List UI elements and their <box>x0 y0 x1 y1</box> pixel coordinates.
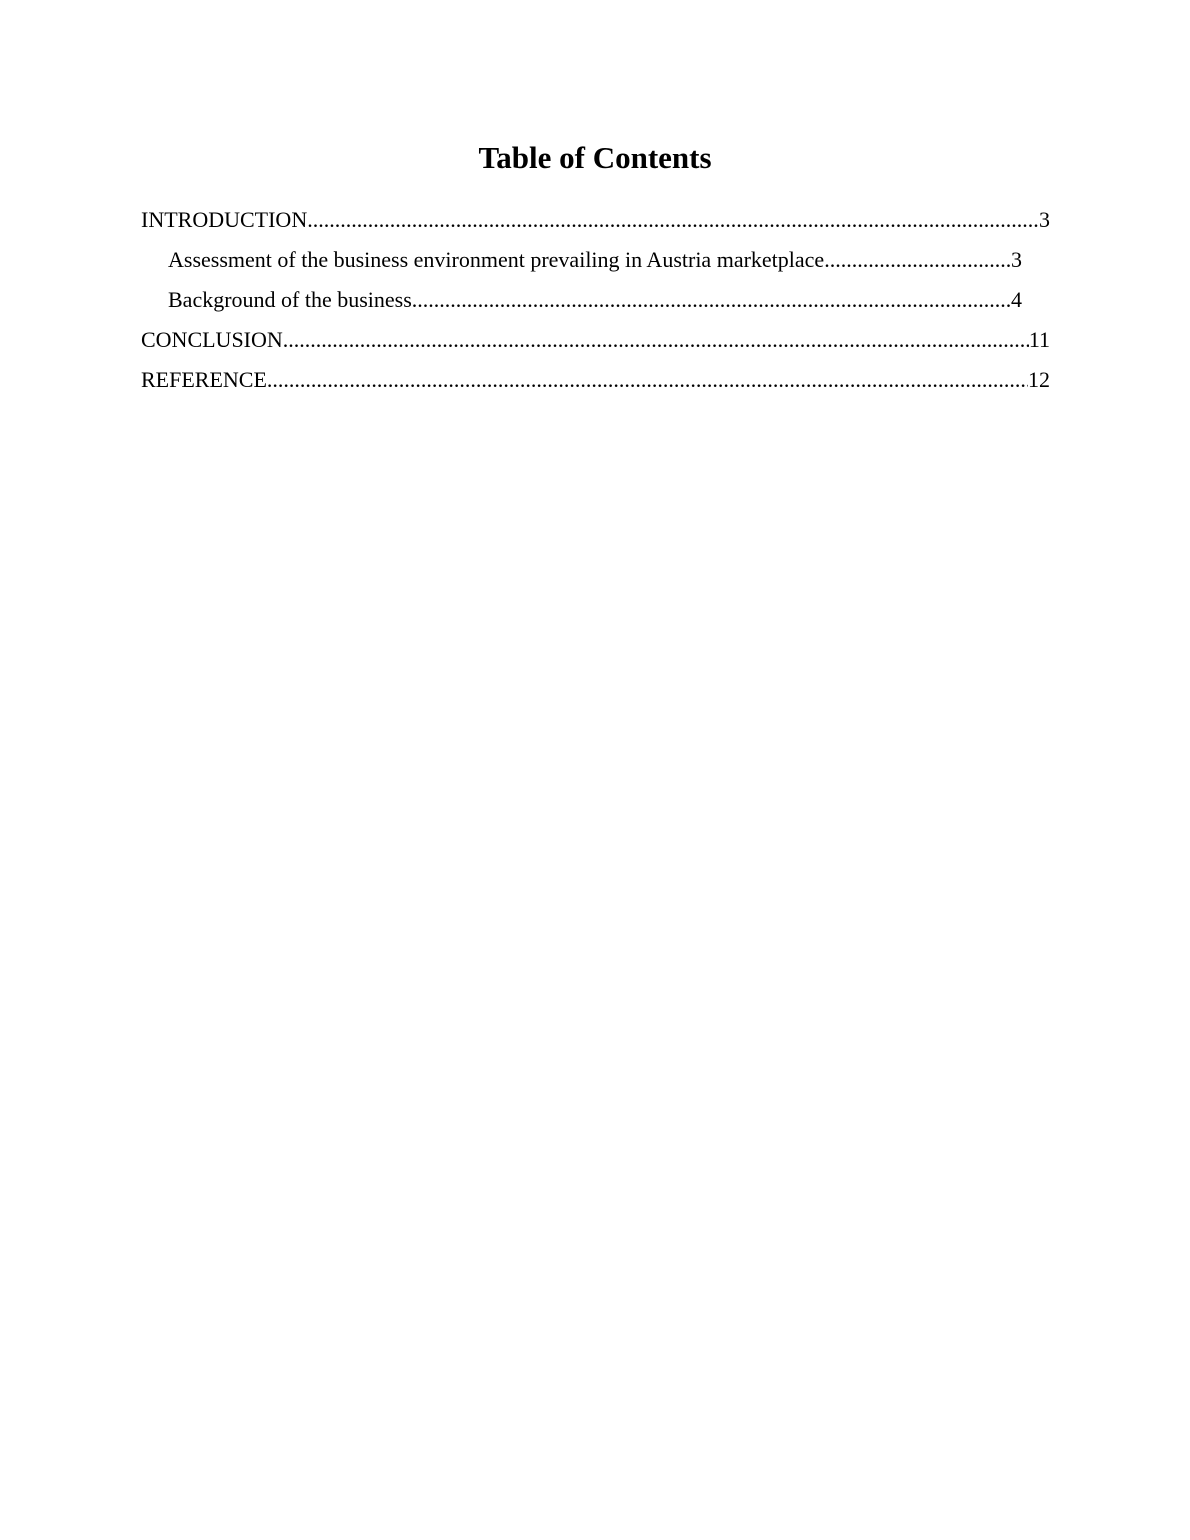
toc-entry-conclusion[interactable] <box>141 323 1050 363</box>
dot-leader <box>824 243 1011 277</box>
toc-entry-assessment[interactable] <box>141 243 1050 283</box>
toc-entry-label: REFERENCE <box>141 367 267 392</box>
toc-entry-page-number: 12 <box>1028 367 1050 392</box>
toc-title: Table of Contents <box>478 140 712 175</box>
toc-entry-page-number: 3 <box>1011 247 1022 272</box>
toc-entry-reference[interactable] <box>141 363 1050 403</box>
toc-entry-page-number: 3 <box>1039 207 1050 232</box>
toc-entry-label: INTRODUCTION <box>141 207 308 232</box>
toc-list <box>141 203 1050 403</box>
toc-entry-label: CONCLUSION <box>141 327 283 352</box>
toc-entry-page-number: 4 <box>1011 287 1022 312</box>
toc-entry-background[interactable] <box>141 283 1050 323</box>
toc-entry-page-number: 11 <box>1028 327 1050 352</box>
dot-leader <box>267 363 1028 397</box>
dot-leader <box>283 323 1029 357</box>
toc-entry-label: Background of the business <box>168 287 412 312</box>
dot-leader <box>412 283 1011 317</box>
toc-entry-label: Assessment of the business environment prevailing in Austria marketplace <box>168 247 825 272</box>
dot-leader <box>307 203 1039 237</box>
toc-entry-introduction[interactable] <box>141 203 1050 243</box>
